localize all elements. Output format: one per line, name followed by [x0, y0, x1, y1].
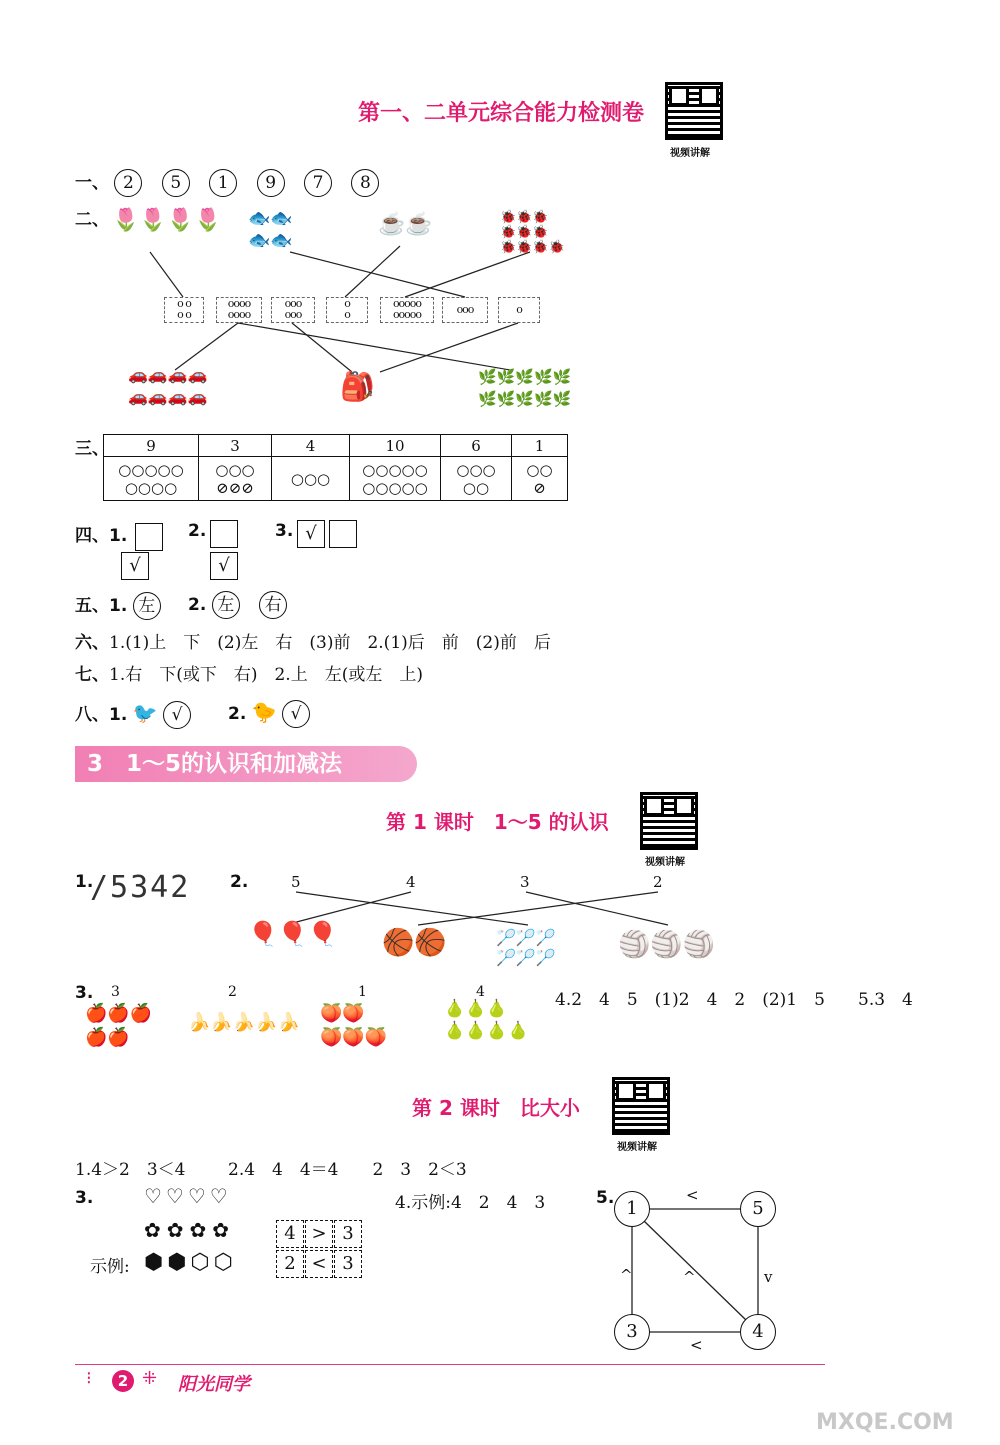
count-number: 4 [476, 984, 485, 1000]
dot-box: o o o o [164, 297, 204, 323]
question-2-label: 二、 [75, 210, 109, 230]
peaches-image: 🍑🍑 🍑🍑🍑 [320, 1003, 388, 1048]
question-4: 四、1. [75, 521, 163, 551]
hearts-image: ♡♡♡♡ [144, 1184, 232, 1208]
fish-image: 🐟🐟 🐟🐟 [248, 208, 293, 251]
check-box: √ [297, 520, 325, 548]
check-box: √ [210, 552, 238, 580]
table-cell: 3 [199, 435, 272, 457]
question-6: 六、1.(1)上 下 (2)左 右 (3)前 2.(1)后 前 (2)前 后 [75, 633, 551, 653]
dot-box: ooooo ooooo [380, 297, 434, 323]
table-cell: 9 [104, 435, 199, 457]
l1-q1-label: 1. [75, 872, 94, 892]
table-cell: 1 [512, 435, 568, 457]
circled-answer: √ [163, 701, 191, 729]
pears-image: 🍐🍐🍐 🍐🍐🍐🍐 [444, 999, 529, 1041]
circled-answer: 7 [304, 169, 332, 197]
circled-answer: 9 [257, 169, 285, 197]
footer-deco-icon: ⁝ [86, 1368, 92, 1389]
table-cell: ○○○○○ ○○○○ [104, 457, 199, 501]
edge-label: v [764, 1268, 773, 1286]
l2-q4: 4.示例:4 2 4 3 [395, 1193, 546, 1213]
qr-label: 视频讲解 [645, 857, 685, 868]
graph-node: 1 [614, 1191, 650, 1227]
dot-box: o o [326, 297, 368, 323]
question-7: 七、1.右 下(或下 右) 2.上 左(或左 上) [75, 665, 423, 685]
l1-q4: 4.2 4 5 (1)2 4 2 (2)1 5 [555, 990, 825, 1010]
graph-node: 5 [740, 1191, 776, 1227]
edge-label: < [686, 1186, 699, 1204]
hexagons-image: ⬢⬢⬡⬡ [144, 1250, 237, 1275]
match-number: 4 [406, 873, 416, 891]
table-cell: ○○ ⊘ [512, 457, 568, 501]
check-box: √ [121, 552, 149, 580]
table-cell: ○○○ [272, 457, 350, 501]
count-number: 1 [358, 984, 367, 1000]
l1-q2-label: 2. [230, 872, 249, 892]
table-cell: ○○○○○ ○○○○○ [350, 457, 441, 501]
graph-node: 3 [614, 1314, 650, 1350]
table-cell: 10 [350, 435, 441, 457]
cars-image: 🚗🚗🚗🚗 🚗🚗🚗🚗 [128, 365, 208, 406]
q4-part-2: 2. [188, 521, 207, 541]
volleyballs-image: 🏐🏐🏐 [618, 930, 716, 960]
count-number: 2 [228, 984, 237, 1000]
edge-label: ^ [620, 1266, 633, 1284]
circled-answer: 1 [209, 169, 237, 197]
answer-box [210, 520, 238, 548]
compare-box: < [305, 1250, 333, 1278]
l1-q5: 5.3 4 [858, 990, 913, 1010]
compare-box: 2 [276, 1250, 304, 1278]
question-5: 五、1. 左 [75, 591, 175, 620]
l2-q3-label: 3. [75, 1188, 94, 1208]
question-5-part-2: 2. 左 右 [188, 591, 301, 619]
circled-answer: 左 [133, 592, 161, 620]
dot-box: o [498, 297, 540, 323]
traced-digits: /5342 [90, 870, 191, 905]
question-3-label: 三、 [75, 439, 109, 459]
graph-node: 4 [740, 1314, 776, 1350]
plants-image: 🌿🌿🌿🌿🌿 🌿🌿🌿🌿🌿 [478, 368, 572, 408]
match-number: 2 [653, 873, 663, 891]
footer-deco-icon: ⁜ [142, 1368, 158, 1389]
lesson-2-title: 第 2 课时 比大小 [412, 1096, 580, 1120]
l2-q2: 2.4 4 4＝4 2 3 2＜3 [228, 1160, 467, 1180]
question-8: 八、1. 🐦 √ [75, 700, 205, 729]
edge-label: < [690, 1336, 703, 1354]
footer-rule [75, 1364, 825, 1365]
apples-image: 🍎🍎🍎 🍎🍎 [85, 1003, 153, 1048]
circled-answer: 8 [351, 169, 379, 197]
circled-answer: 2 [114, 169, 142, 197]
dot-box: oooo oooo [216, 297, 262, 323]
shuttlecocks-image: 🏸🏸🏸 🏸🏸🏸 [496, 928, 556, 967]
edge-label: ^ [683, 1268, 696, 1286]
cups-image: ☕☕ [378, 212, 433, 237]
tulips-image: 🌷🌷🌷🌷 [112, 208, 222, 233]
compare-box: 4 [276, 1220, 304, 1248]
dot-box: ooo ooo [271, 297, 315, 323]
match-number: 3 [520, 873, 530, 891]
circled-answer: 左 [212, 591, 240, 619]
brand-logo: 阳光同学 [178, 1374, 250, 1395]
table-cell: ○○○ ⊘⊘⊘ [199, 457, 272, 501]
table-cell: ○○○ ○○ [441, 457, 512, 501]
basketballs-image: 🏀🏀 [382, 928, 447, 958]
l1-q3-label: 3. [75, 983, 94, 1003]
circled-answer: √ [282, 700, 310, 728]
backpack-image: 🎒 [340, 370, 375, 403]
answer-box [135, 523, 163, 551]
l2-q3-example: 示例: [90, 1257, 130, 1277]
page-title: 第一、二单元综合能力检测卷 [358, 101, 645, 126]
bird-image: 🐤 [251, 700, 277, 724]
bird-image: 🐦 [132, 701, 158, 725]
l2-q1: 1.4＞2 3＜4 [75, 1160, 186, 1180]
qr-label: 视频讲解 [617, 1142, 657, 1153]
dot-box: ooo [442, 297, 488, 323]
page-number: 2 [112, 1370, 134, 1392]
question-8-part-2: 2. 🐤 √ [228, 700, 324, 728]
lesson-1-title: 第 1 课时 1～5 的认识 [386, 810, 609, 834]
qr-label: 视频讲解 [670, 148, 710, 159]
bugs-image: 🐞🐞🐞 🐞🐞🐞 🐞🐞🐞🐞 [500, 210, 565, 255]
match-number: 5 [291, 873, 301, 891]
table-cell: 4 [272, 435, 350, 457]
qr-code [612, 1077, 670, 1135]
qr-code [640, 792, 698, 850]
question-1: 一、 2 5 1 9 7 8 [75, 168, 393, 197]
balloons-image: 🎈🎈🎈 [248, 920, 338, 948]
compare-box: 3 [334, 1220, 362, 1248]
counting-table [103, 434, 568, 501]
table-cell: 6 [441, 435, 512, 457]
compare-box: > [305, 1220, 333, 1248]
circled-answer: 右 [259, 591, 287, 619]
unit-banner: 3 1～5的认识和加减法 [75, 746, 417, 782]
circled-answer: 5 [162, 169, 190, 197]
watermark: MXQE.COM [816, 1410, 954, 1435]
answer-box [329, 520, 357, 548]
count-number: 3 [111, 984, 120, 1000]
q4-part-3: 3. [275, 521, 294, 541]
l2-q5-label: 5. [596, 1188, 615, 1208]
compare-box: 3 [334, 1250, 362, 1278]
flowers-image: ✿✿✿✿ [144, 1218, 236, 1242]
bananas-image: 🍌🍌🍌🍌🍌 [188, 1012, 301, 1033]
